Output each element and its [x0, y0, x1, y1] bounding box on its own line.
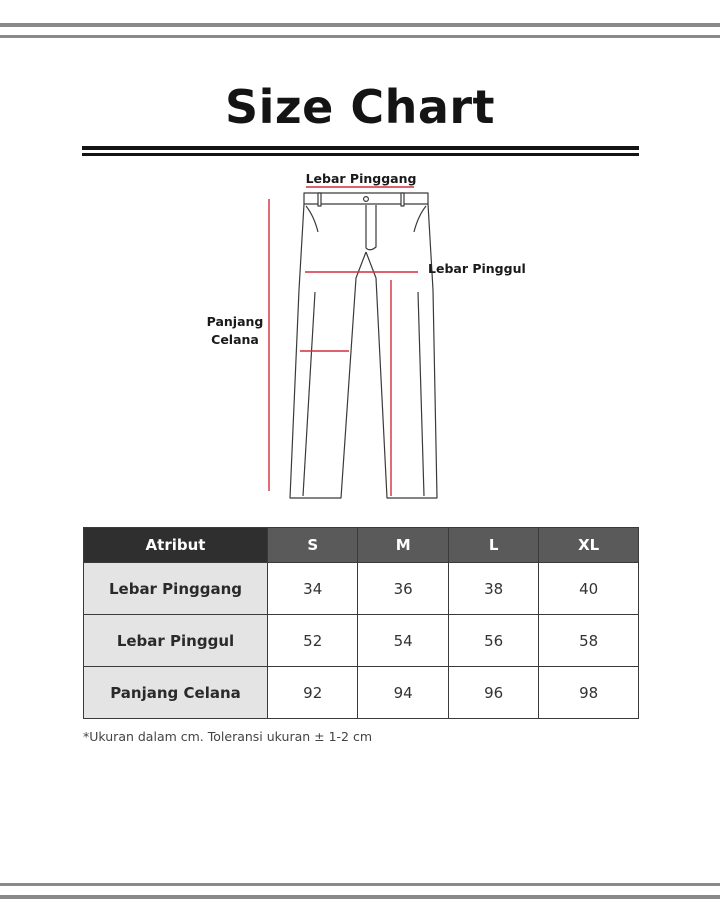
belt-loop-left [318, 193, 321, 206]
length-label-line1: Panjang [206, 314, 264, 329]
table-cell: 58 [539, 615, 639, 667]
bottom-frame-line-outer [0, 895, 720, 899]
table-header-row [84, 528, 639, 563]
length-label-line2: Celana [211, 332, 259, 347]
table-row [84, 615, 639, 667]
waist-button [364, 197, 369, 202]
row-label: Lebar Pinggang [84, 563, 268, 615]
table-cell: 96 [448, 667, 538, 719]
table-cell: 52 [268, 615, 358, 667]
size-table [83, 527, 639, 719]
table-row [84, 563, 639, 615]
right-leg [366, 204, 437, 498]
bottom-frame-line-inner [0, 883, 720, 886]
table-cell: 34 [268, 563, 358, 615]
table-row [84, 667, 639, 719]
table-cell: 40 [539, 563, 639, 615]
table-cell: 54 [358, 615, 448, 667]
table-cell: 56 [448, 615, 538, 667]
table-cell: 98 [539, 667, 639, 719]
trousers-outline [290, 193, 437, 498]
header-size-xl: XL [539, 528, 639, 563]
crease-right [418, 292, 424, 496]
header-attribute: Atribut [84, 528, 268, 563]
measurement-lines [269, 187, 418, 496]
header-size-m: M [358, 528, 448, 563]
table-cell: 94 [358, 667, 448, 719]
hip-label: Lebar Pinggul [428, 261, 526, 276]
header-size-s: S [268, 528, 358, 563]
table-cell: 38 [448, 563, 538, 615]
fly-stitch [366, 205, 376, 250]
pocket-left [306, 206, 318, 232]
table-cell: 92 [268, 667, 358, 719]
table-cell: 36 [358, 563, 448, 615]
crease-left [303, 292, 315, 496]
footnote: *Ukuran dalam cm. Toleransi ukuran ± 1-2 cm [83, 729, 373, 744]
belt-loop-right [401, 193, 404, 206]
page-title: Size Chart [224, 80, 496, 134]
row-label: Lebar Pinggul [84, 615, 268, 667]
waist-label: Lebar Pinggang [305, 171, 417, 186]
pocket-right [414, 206, 426, 232]
header-size-l: L [448, 528, 538, 563]
row-label: Panjang Celana [84, 667, 268, 719]
